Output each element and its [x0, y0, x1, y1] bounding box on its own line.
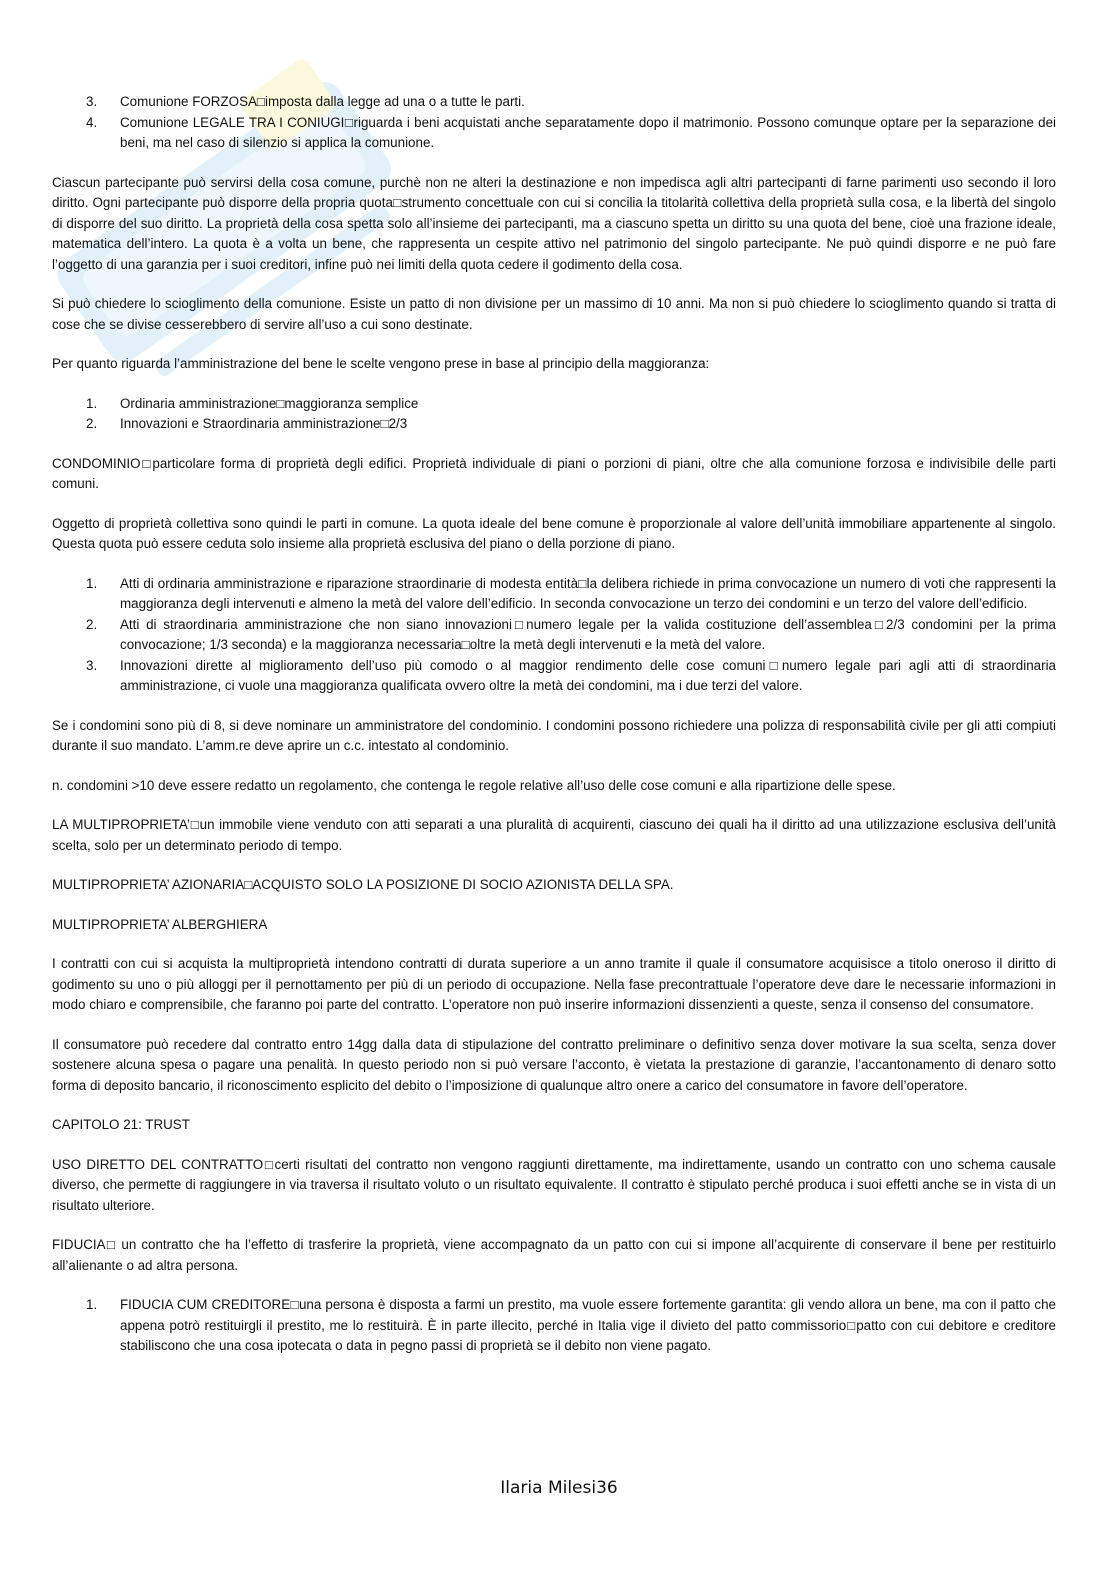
list-item: [52, 1295, 1056, 1357]
list-item: [52, 394, 1056, 415]
paragraph-amministratore: Se i condomini sono più di 8, si deve nominare un amministratore del condominio. I condomini possono richiedere una polizza di responsabilità civile per gli atti compiuti durante il suo mandato. L’amm.re deve aprire un c.c. intestato al condominio.: [52, 717, 1056, 753]
list-item-text: Atti di ordinaria amministrazione e riparazione straordinarie di modesta entità□la delibera richiede in prima convocazione un numero di voti che rappresenti la maggioranza degli intervenuti e almeno la metà del valore dell’edificio. In seconda convocazione un terzo dei condomini e un terzo del valore dell’edificio.: [120, 575, 1056, 611]
list-item: [52, 92, 1056, 113]
list-number: 3.: [86, 657, 98, 673]
page-footer: Ilaria Milesi36: [500, 1478, 618, 1498]
list-item: [52, 656, 1056, 697]
list-number: 4.: [86, 114, 98, 130]
list-item: [52, 414, 1056, 435]
list-number: 1.: [86, 1297, 98, 1312]
chapter-heading: CAPITOLO 21: TRUST: [52, 1117, 190, 1132]
comunione-types-list: [52, 92, 1056, 154]
paragraph-condominio: CONDOMINIO□particolare forma di proprietà degli edifici. Proprietà individuale di piani o porzioni di piani, oltre che alla comunione forzosa e indivisibile delle parti comuni.: [52, 455, 1056, 491]
document-body: [52, 92, 1056, 1376]
administration-list: [52, 394, 1056, 435]
paragraph-regolamento: n. condomini >10 deve essere redatto un regolamento, che contenga le regole relative all’uso delle cose comuni e alla ripartizione delle spese.: [52, 777, 896, 793]
paragraph-fiducia: FIDUCIA□ un contratto che ha l’effetto di trasferire la proprietà, viene accompagnato da un patto con cui si impone all’acquirente di conservare il bene per restituirlo all’alienante o ad altra persona.: [52, 1237, 1056, 1273]
paragraph-contratti: I contratti con cui si acquista la multiproprietà intendono contratti di durata superiore a un anno tramite il quale il consumatore acquisisce a titolo oneroso il diritto di godimento su uno o più alloggi per il pernottamento per più di un periodo di occupazione. Nella fase precontrattuale l’operatore deve dare le necessarie informazioni in modo chiaro e comprensibile, che faranno poi parte del contratto. L’operatore non può inserire informazioni dissenzienti a queste, senza il consenso del consumatore.: [52, 956, 1056, 1012]
list-item-text: FIDUCIA CUM CREDITORE□una persona è disposta a farmi un prestito, ma vuole essere fortemente garantita: gli vendo allora un bene, ma con il patto che appena potrò restituirgli il prestito, me lo restituirà. È in parte illecito, perché in Italia vige il divieto del patto commissorio□patto con cui debitore e creditore stabiliscono che una cosa ipotecata o data in pegno passi di proprietà se il debito non viene pagato.: [120, 1297, 1056, 1353]
list-item: [52, 113, 1056, 154]
paragraph-partecipante: Ciascun partecipante può servirsi della cosa comune, purchè non ne alteri la destinazione e non impedisca agli altri partecipanti di farne parimenti uso secondo il loro diritto. Ogni partecipante può disporre della propria quota□strumento concettuale con cui si concilia la titolarità collettiva della proprietà sulla cosa, e la libertà del singolo di disporre del suo diritto. La proprietà della cosa spetta solo all’insieme dei partecipanti, ma a ciascuno spetta un diritto su una quota del bene, cioè una frazione ideale, matematica dell’intero. La quota è a volta un bene, che rappresenta un cespite attivo nel patrimonio del singolo partecipante. Ne può quindi disporre e ne può fare l’oggetto di una garanzia per i suoi creditori, infine può nei limiti della quota cedere il godimento della cosa.: [52, 174, 1056, 272]
paragraph-scioglimento: Si può chiedere lo scioglimento della comunione. Esiste un patto di non divisione per un massimo di 10 anni. Ma non si può chiedere lo scioglimento quando si tratta di cose che se divise cesserebbero di servire all’uso a cui sono destinate.: [52, 296, 1056, 332]
list-item-text: Innovazioni dirette al miglioramento dell’uso più comodo o al maggior rendimento delle cose comuni□numero legale pari agli atti di straordinaria amministrazione, ci vuole una maggioranza qualificata ovvero oltre la metà dei condomini, ma i due terzi del valore.: [120, 657, 1056, 693]
paragraph-multiproprieta: LA MULTIPROPRIETA’□un immobile viene venduto con atti separati a una pluralità di acquirenti, ciascuno dei quali ha il diritto ad una utilizzazione esclusiva dell’unità scelta, solo per un determinato periodo di tempo.: [52, 817, 1056, 853]
paragraph-oggetto: Oggetto di proprietà collettiva sono quindi le parti in comune. La quota ideale del bene comune è proporzionale al valore dell’unità immobiliare appartenente al singolo. Questa quota può essere ceduta solo insieme alla proprietà esclusiva del piano o della porzione di piano.: [52, 515, 1056, 551]
paragraph-amministrazione: Per quanto riguarda l’amministrazione del bene le scelte vengono prese in base al principio della maggioranza:: [52, 356, 710, 371]
list-item-text: Comunione LEGALE TRA I CONIUGI□riguarda i beni acquistati anche separatamente dopo il matrimonio. Possono comunque optare per la separazione dei beni, ma nel caso di silenzio si applica la comunione.: [120, 114, 1056, 150]
list-number: 2.: [86, 416, 98, 431]
paragraph-uso-diretto: USO DIRETTO DEL CONTRATTO□certi risultati del contratto non vengono raggiunti direttamente, ma indirettamente, usando un contratto con uno schema causale diverso, che permette di raggiungere in via traversa il risultato voluto o un risultato equivalente. Il contratto è stipulato perché produca i suoi effetti anche se in vista di un risultato ulteriore.: [52, 1156, 1056, 1213]
list-number: 1.: [86, 575, 98, 591]
paragraph-multiproprieta-azionaria: MULTIPROPRIETA’ AZIONARIA□ACQUISTO SOLO LA POSIZIONE DI SOCIO AZIONISTA DELLA SPA.: [52, 877, 674, 892]
paragraph-multiproprieta-alberghiera: MULTIPROPRIETA’ ALBERGHIERA: [52, 916, 268, 932]
list-item-text: Atti di straordinaria amministrazione che non siano innovazioni□numero legale per la valida costituzione dell’assemblea□2/3 condomini per la prima convocazione; 1/3 seconda) e la maggioranza necessaria□oltre la metà degli intervenuti e la metà del valore.: [120, 616, 1056, 652]
paragraph-recesso: Il consumatore può recedere dal contratto entro 14gg dalla data di stipulazione del contratto preliminare o definitivo senza dover motivare la sua scelta, senza dover sostenere alcuna spesa o pagare una penalità. In questo periodo non si può versare l’acconto, è vietata la prestazione di garanzie, l’accantonamento di denaro sotto forma di deposito bancario, il riconoscimento esplicito del debito o l’imposizione di qualunque altro onere a carico del consumatore in favore dell’operatore.: [52, 1036, 1056, 1093]
list-number: 2.: [86, 616, 98, 632]
list-number: 1.: [86, 395, 98, 411]
list-item-text: Comunione FORZOSA□imposta dalla legge ad una o a tutte le parti.: [120, 94, 525, 109]
fiducia-list: [52, 1295, 1056, 1357]
list-item: [52, 574, 1056, 615]
condominio-list: [52, 574, 1056, 697]
list-item-text: Innovazioni e Straordinaria amministrazione□2/3: [120, 416, 408, 431]
list-item-text: Ordinaria amministrazione□maggioranza semplice: [120, 395, 419, 411]
list-item: [52, 615, 1056, 656]
list-number: 3.: [86, 94, 98, 109]
